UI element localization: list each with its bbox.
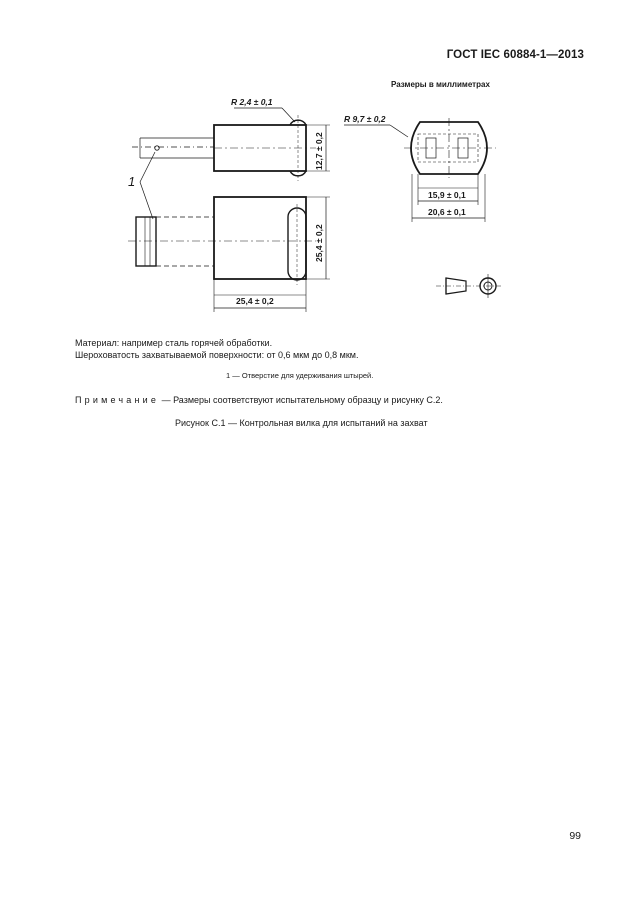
dim-height-small: 12,7 ± 0,2: [314, 132, 324, 170]
note-label: Примечание: [75, 395, 160, 405]
note-text: [75, 395, 443, 405]
dim-radius-small: R 2,4 ± 0,1: [231, 97, 273, 107]
dim-inner-width: 15,9 ± 0,1: [428, 190, 466, 200]
standard-header: ГОСТ IEC 60884-1—2013: [446, 49, 584, 61]
figure-caption: Рисунок С.1 — Контрольная вилка для испытаний на захват: [175, 418, 428, 428]
units-note: Размеры в миллиметрах: [391, 80, 490, 89]
material-text: Материал: например сталь горячей обработки.: [75, 338, 273, 348]
front-view: [128, 197, 330, 312]
dim-width-bottom: 25,4 ± 0,2: [236, 296, 274, 306]
callout-label: 1: [128, 174, 136, 189]
page-number: 99: [569, 830, 581, 842]
roughness-text: Шероховатость захватываемой поверхности: от 0,6 мкм до 0,8 мкм.: [75, 350, 359, 360]
dim-height-large: 25,4 ± 0,2: [314, 224, 324, 262]
legend-text: 1 — Отверстие для удерживания штырей.: [226, 371, 374, 380]
callout-leaders: [140, 152, 155, 219]
top-view: [132, 108, 330, 181]
dim-radius-large: R 9,7 ± 0,2: [344, 114, 386, 124]
pin-symbol: [436, 274, 502, 298]
technical-drawing: [0, 0, 630, 330]
dim-outer-width: 20,6 ± 0,1: [428, 207, 466, 217]
note-body: — Размеры соответствуют испытательному образцу и рисунку С.2.: [159, 395, 443, 405]
end-view: [344, 118, 496, 222]
